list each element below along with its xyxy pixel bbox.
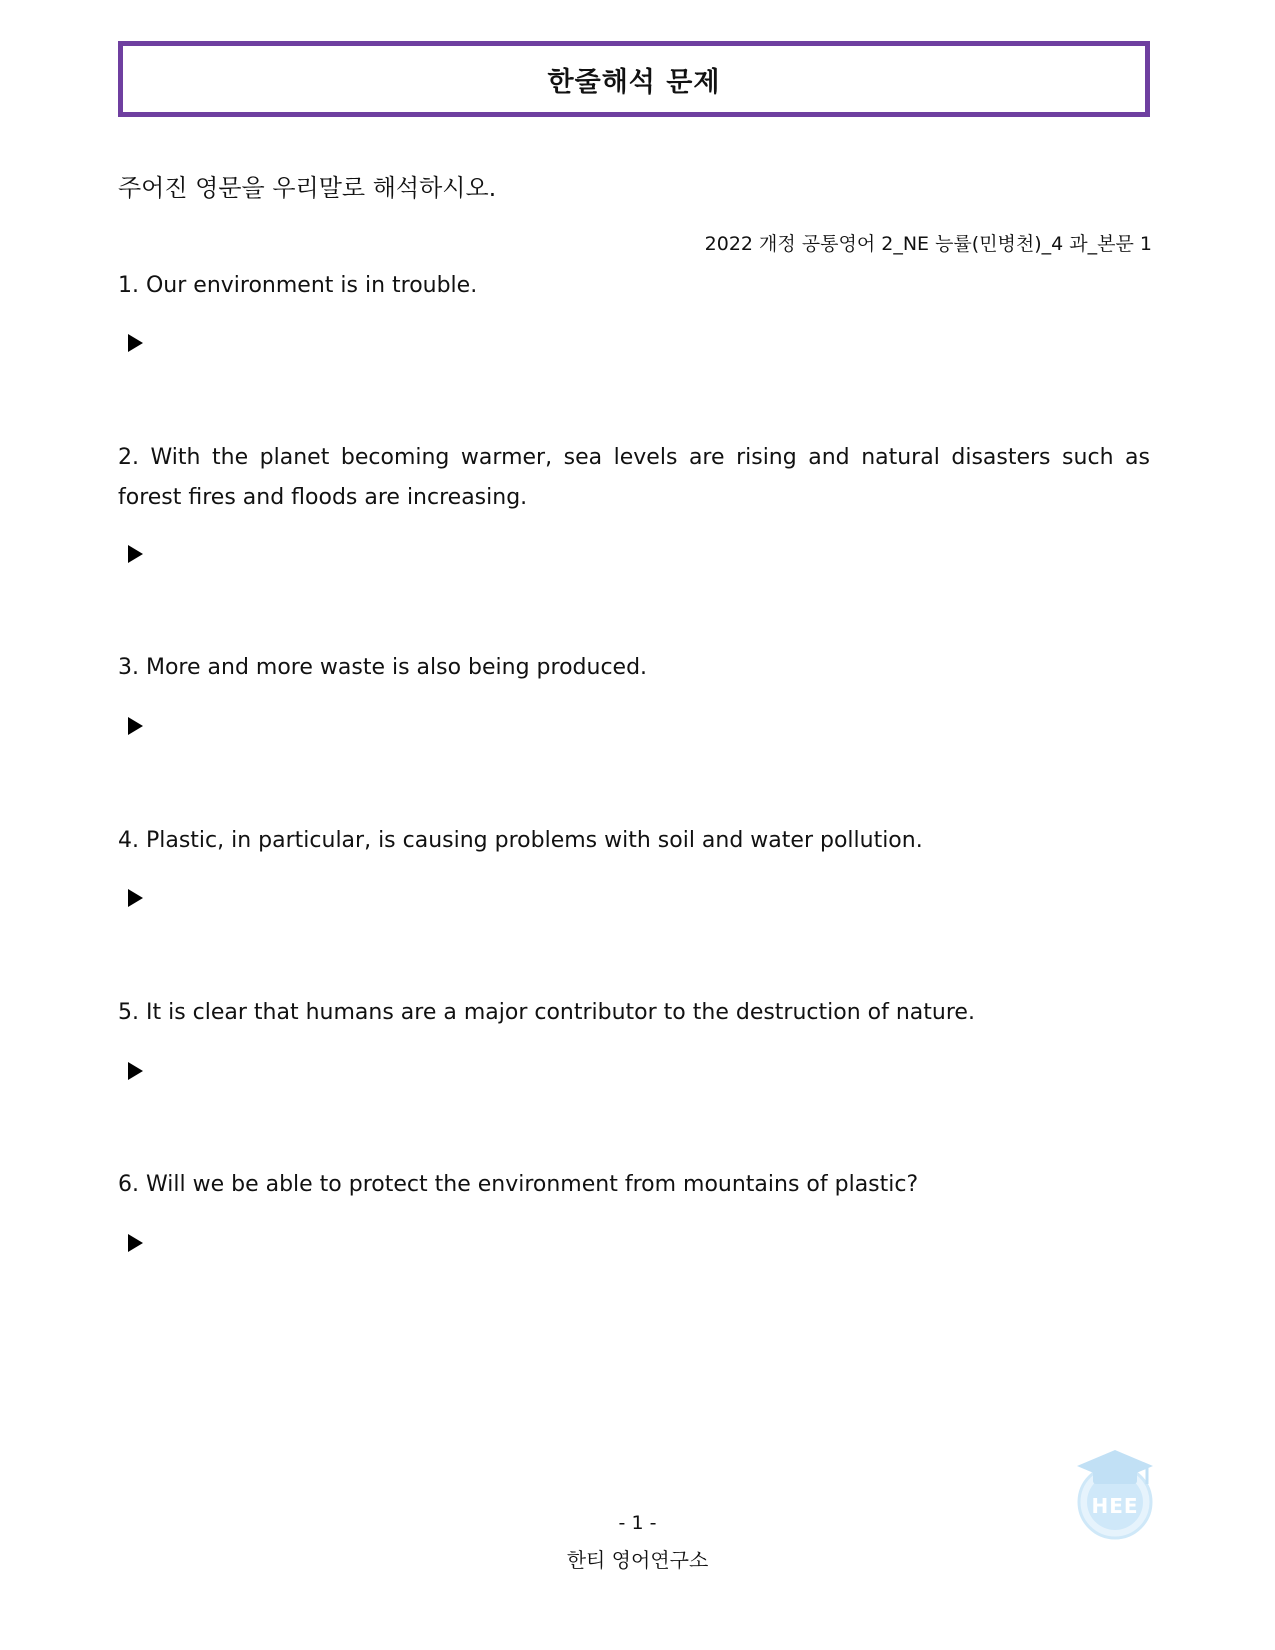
answer-arrow-icon: [128, 1062, 143, 1080]
logo-text: HEE: [1091, 1494, 1139, 1518]
title-box: [118, 41, 1150, 117]
answer-arrow-icon: [128, 334, 143, 352]
source-label: 2022 개정 공통영어 2_NE 능률(민병천)_4 과_본문 1: [704, 233, 1152, 255]
page-title: 한줄해석 문제: [547, 66, 721, 98]
question-4: 4. Plastic, in particular, is causing problems with soil and water pollution.: [118, 828, 923, 853]
answer-arrow-icon: [128, 717, 143, 735]
answer-arrow-icon: [128, 1234, 143, 1252]
question-1: 1. Our environment is in trouble.: [118, 273, 478, 298]
hee-logo: [1073, 1446, 1157, 1540]
instruction-text: 주어진 영문을 우리말로 해석하시오.: [118, 174, 497, 202]
answer-arrow-icon: [128, 545, 143, 563]
answer-arrow-icon: [128, 889, 143, 907]
question-6: 6. Will we be able to protect the environment from mountains of plastic?: [118, 1172, 919, 1197]
question-3: 3. More and more waste is also being produced.: [118, 655, 648, 680]
footer-organization: 한티 영어연구소: [566, 1548, 709, 1572]
graduation-cap-icon: [1073, 1446, 1157, 1540]
question-2: 2. With the planet becoming warmer, sea levels are rising and natural disasters such as forest fires and floods are increasing.: [118, 445, 1150, 510]
page-number: - 1 -: [618, 1512, 657, 1534]
question-5: 5. It is clear that humans are a major contributor to the destruction of nature.: [118, 1000, 975, 1025]
